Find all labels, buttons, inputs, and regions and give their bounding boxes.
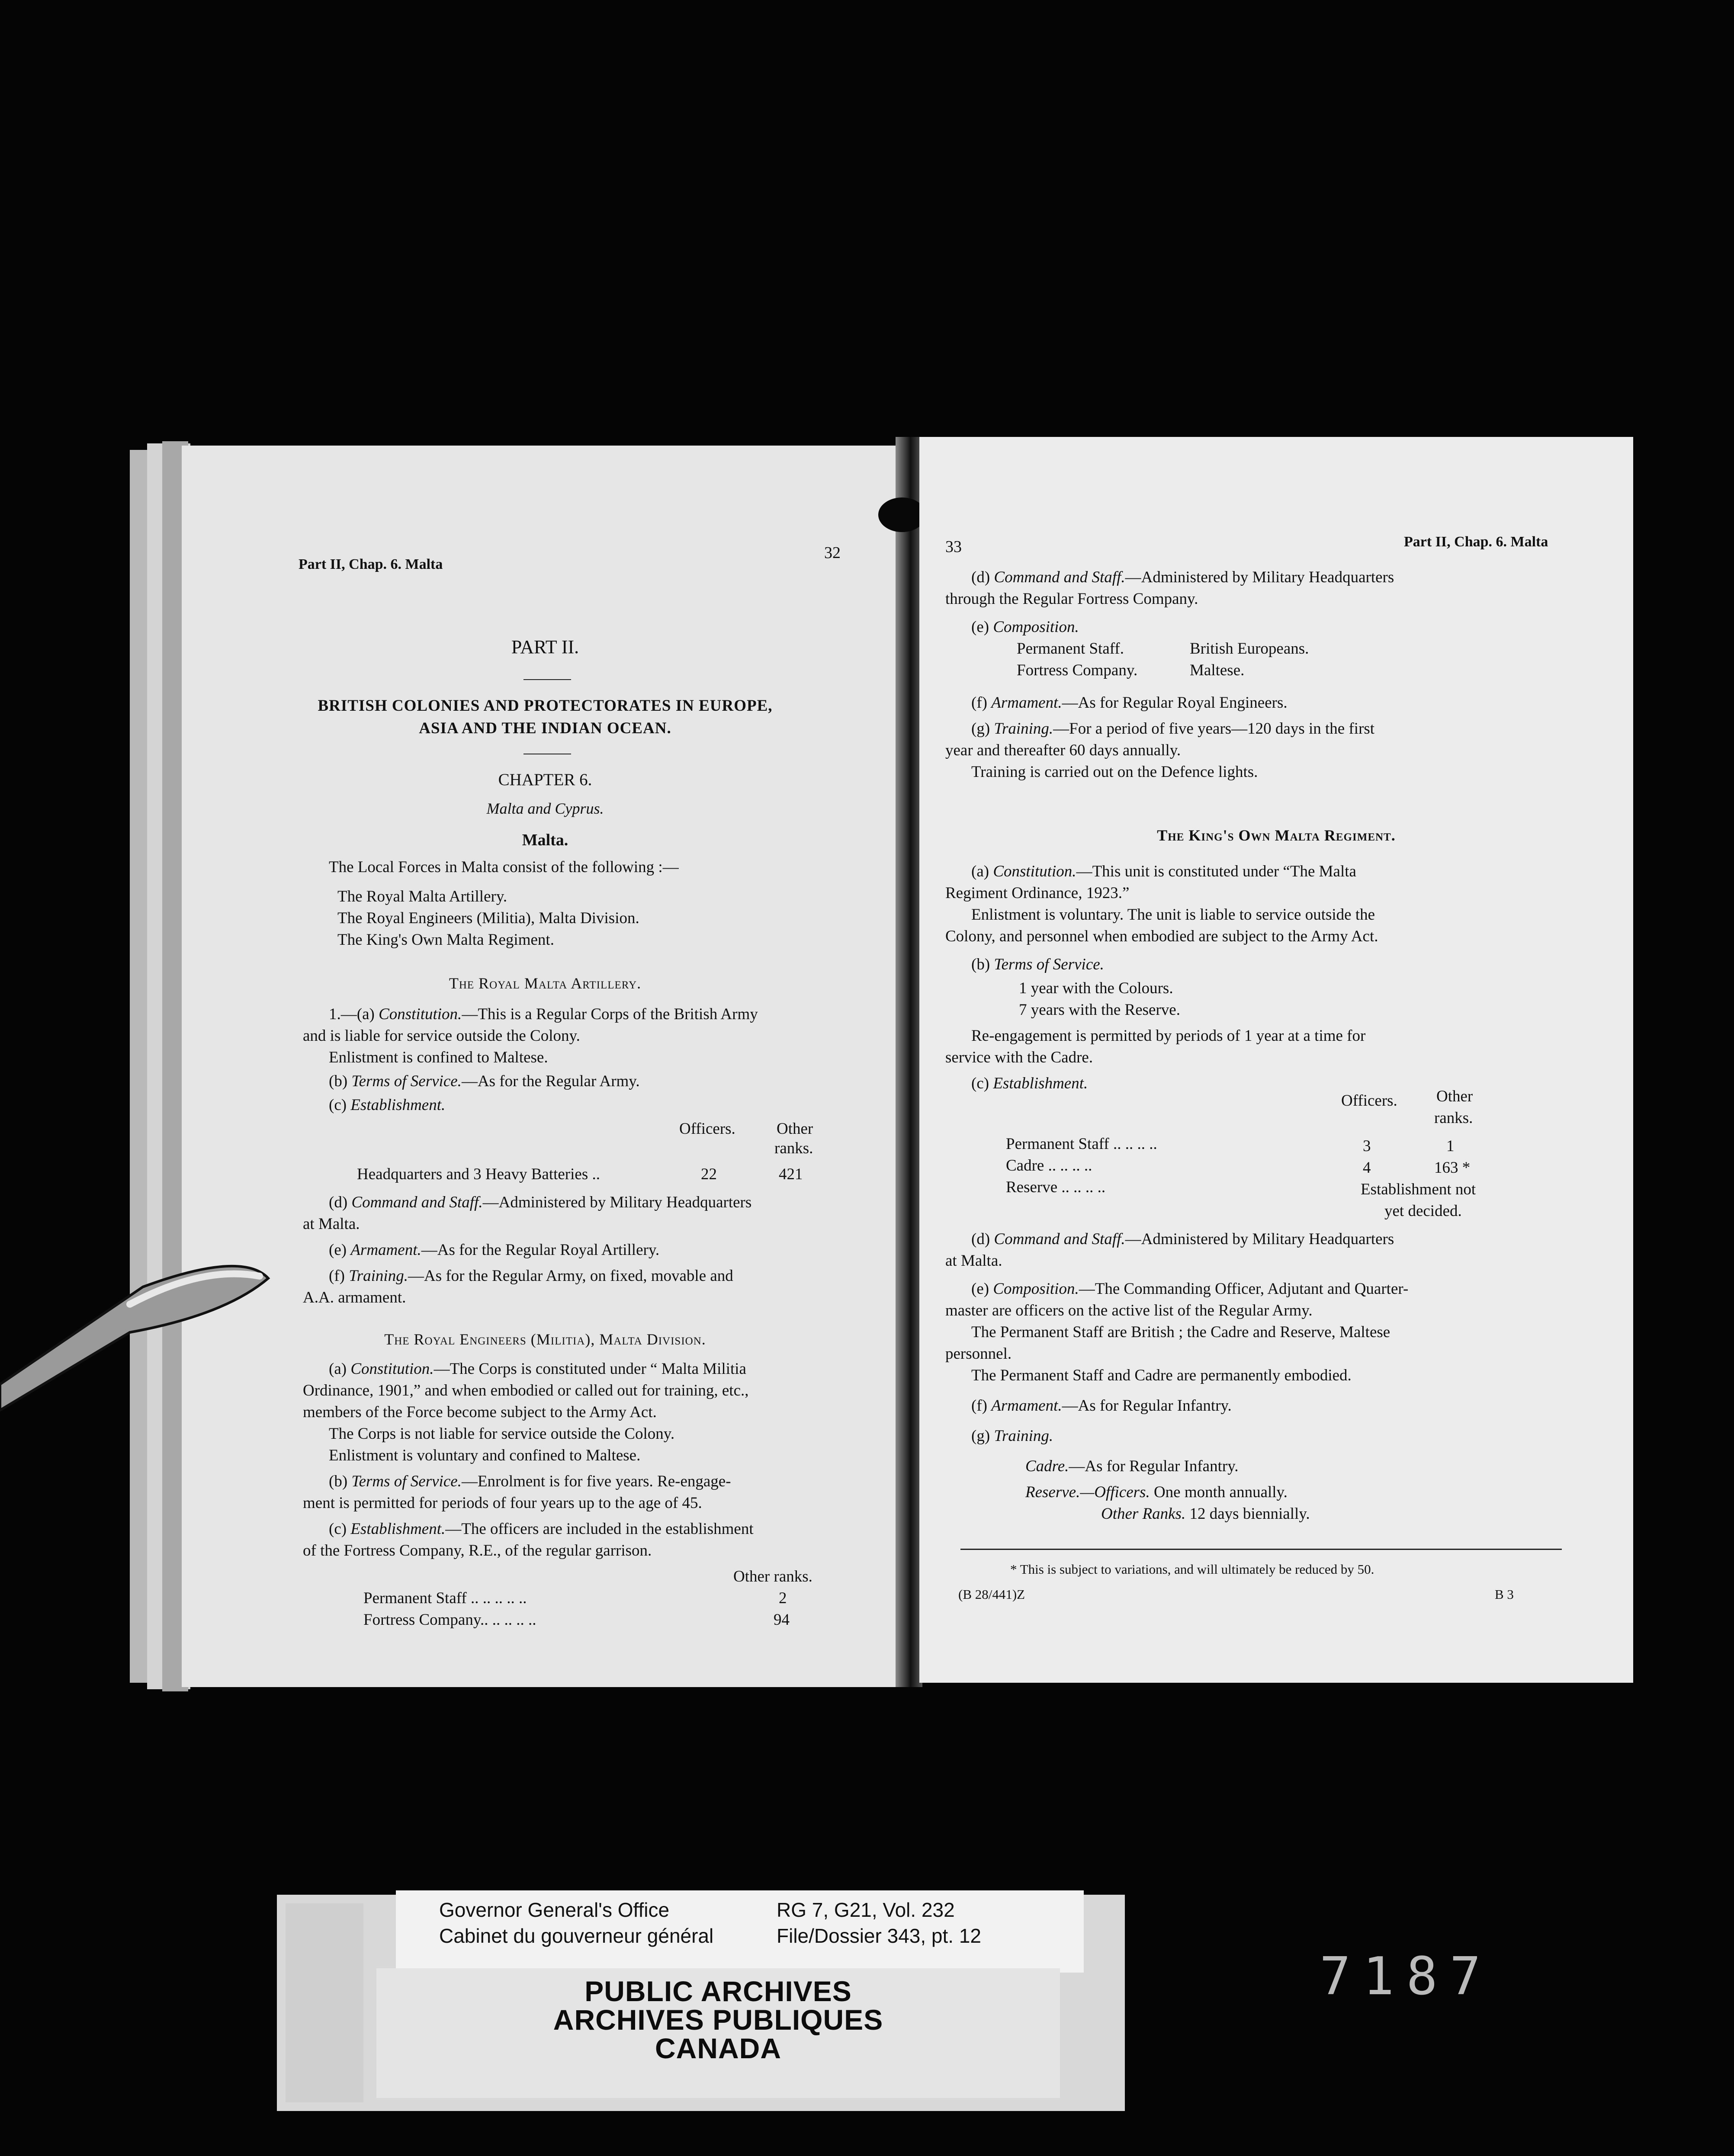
rma-row-other: 421 <box>779 1165 803 1183</box>
re-establishment: (c) Establishment.—The officers are included in the establishment <box>329 1520 754 1538</box>
re-training-lights: Training is carried out on the Defence lights. <box>971 763 1258 781</box>
section-title-line-1: BRITISH COLONIES AND PROTECTORATES IN EUROPE, <box>318 697 773 715</box>
re-constitution: (a) Constitution.—The Corps is constituted under “ Malta Militia <box>329 1360 746 1378</box>
book-spine <box>896 437 922 1687</box>
kom-constitution-cont: Regiment Ordinance, 1923.” <box>945 884 1130 902</box>
chapter-subtitle: Malta and Cyprus. <box>486 800 604 817</box>
rma-training: (f) Training.—As for the Regular Army, on fixed, movable and <box>329 1267 733 1285</box>
kom-establishment: (c) Establishment. <box>971 1075 1088 1092</box>
kom-enlistment: Enlistment is voluntary. The unit is liable to service outside the <box>971 906 1375 924</box>
archive-slip-edge <box>286 1903 363 2102</box>
stamp-line: CANADA <box>655 2032 781 2064</box>
kom-composition: (e) Composition.—The Commanding Officer, Adjutant and Quarter- <box>971 1280 1409 1298</box>
section-title-line-2: ASIA AND THE INDIAN OCEAN. <box>419 719 671 737</box>
rma-enlistment: Enlistment is confined to Maltese. <box>329 1049 548 1066</box>
left-page-number: 32 <box>824 544 841 562</box>
kom-row: Cadre .. .. .. .. <box>1006 1157 1092 1174</box>
kom-composition-cont: master are officers on the active list of the Regular Army. <box>945 1302 1313 1319</box>
rma-armament: (e) Armament.—As for the Regular Royal Artillery. <box>329 1241 660 1259</box>
kom-row-reserve-cont: yet decided. <box>1384 1202 1462 1220</box>
re-training: (g) Training.—For a period of five years—120 days in the first <box>971 720 1375 738</box>
file-dossier: File/Dossier 343, pt. 12 <box>777 1925 982 1947</box>
office-french: Cabinet du gouverneur général <box>439 1925 714 1947</box>
office-english: Governor General's Office <box>439 1899 670 1921</box>
rma-establishment: (c) Establishment. <box>329 1096 446 1114</box>
rma-col-officers: Officers. <box>679 1120 735 1138</box>
re-row: Permanent Staff .. .. .. .. .. <box>363 1589 527 1607</box>
kom-col-officers: Officers. <box>1341 1092 1397 1110</box>
rma-terms: (b) Terms of Service.—As for the Regular Army. <box>329 1072 640 1090</box>
re-row-value: 2 <box>779 1589 787 1607</box>
kom-armament: (f) Armament.—As for Regular Infantry. <box>971 1397 1232 1415</box>
forces-intro: The Local Forces in Malta consist of the following :— <box>329 858 679 876</box>
right-running-header: Part II, Chap. 6. Malta <box>1404 534 1548 550</box>
record-group: RG 7, G21, Vol. 232 <box>777 1899 955 1921</box>
rma-training-cont: A.A. armament. <box>303 1289 406 1306</box>
re-enlistment: Enlistment is voluntary and confined to Maltese. <box>329 1447 641 1464</box>
archive-reference-label <box>396 1890 1084 1973</box>
title-rule <box>523 679 571 680</box>
kom-col-ranks: ranks. <box>1434 1109 1473 1127</box>
archive-stamp <box>376 1977 1060 2063</box>
rma-heading: The Royal Malta Artillery. <box>449 975 642 992</box>
re-comp-unit: Permanent Staff. <box>1017 640 1124 658</box>
kom-command-cont: at Malta. <box>945 1252 1002 1270</box>
re-command: (d) Command and Staff.—Administered by Military Headquarters <box>971 568 1394 586</box>
rma-row-label: Headquarters and 3 Heavy Batteries .. <box>357 1165 600 1183</box>
kom-constitution: (a) Constitution.—This unit is constituted under “The Malta <box>971 863 1356 880</box>
re-establishment-cont: of the Fortress Company, R.E., of the regular garrison. <box>303 1542 652 1559</box>
re-row: Fortress Company.. .. .. .. .. <box>363 1611 536 1629</box>
re-liability: The Corps is not liable for service outside the Colony. <box>329 1425 675 1443</box>
re-constitution-cont: Ordinance, 1901,” and when embodied or called out for training, etc., <box>303 1382 749 1399</box>
re-composition: (e) Composition. <box>971 618 1079 636</box>
kom-composition-british: The Permanent Staff are British ; the Cadre and Reserve, Maltese <box>971 1323 1390 1341</box>
chapter-number: CHAPTER 6. <box>498 770 592 789</box>
kom-row: Reserve .. .. .. .. <box>1006 1178 1106 1196</box>
rma-col-ranks: ranks. <box>774 1139 813 1157</box>
kom-row-officers: 3 <box>1363 1137 1371 1155</box>
footnote: * This is subject to variations, and will ultimately be reduced by 50. <box>1010 1562 1374 1577</box>
archive-stamp-slip <box>376 1968 1060 2098</box>
re-row-value: 94 <box>774 1611 790 1629</box>
re-constitution-cont: members of the Force become subject to the Army Act. <box>303 1403 657 1421</box>
kom-row: Permanent Staff .. .. .. .. <box>1006 1135 1157 1153</box>
kom-enlistment-cont: Colony, and personnel when embodied are subject to the Army Act. <box>945 927 1378 945</box>
part-title: PART II. <box>511 636 579 658</box>
kom-row-reserve: Establishment not <box>1361 1181 1476 1198</box>
signature-mark: B 3 <box>1495 1587 1514 1602</box>
re-armament: (f) Armament.—As for Regular Royal Engineers. <box>971 694 1288 712</box>
re-col-other: Other ranks. <box>733 1568 812 1585</box>
binding-hole <box>878 497 926 532</box>
re-terms: (b) Terms of Service.—Enrolment is for five years. Re-engage- <box>329 1473 731 1490</box>
re-comp-unit: Fortress Company. <box>1017 661 1138 679</box>
rma-col-other: Other <box>777 1120 813 1138</box>
kom-terms-colours: 1 year with the Colours. <box>1019 979 1173 997</box>
kom-reengagement: Re-engagement is permitted by periods of 1 year at a time for <box>971 1027 1366 1045</box>
re-command-cont: through the Regular Fortress Company. <box>945 590 1198 608</box>
kom-training-reserve: Reserve.—Officers. One month annually. <box>1025 1483 1288 1501</box>
re-heading: The Royal Engineers (Militia), Malta Division. <box>384 1331 706 1348</box>
force-item: The Royal Malta Artillery. <box>337 888 507 905</box>
rma-row-officers: 22 <box>701 1165 717 1183</box>
kom-terms-reserve: 7 years with the Reserve. <box>1019 1001 1180 1019</box>
kom-composition-embodied: The Permanent Staff and Cadre are permanently embodied. <box>971 1367 1352 1384</box>
kom-command: (d) Command and Staff.—Administered by Military Headquarters <box>971 1230 1394 1248</box>
kom-training-other-ranks: Other Ranks. 12 days biennially. <box>1101 1505 1310 1523</box>
right-page <box>919 437 1633 1683</box>
re-comp-who: British Europeans. <box>1190 640 1309 658</box>
kom-training: (g) Training. <box>971 1427 1053 1445</box>
rma-command-cont: at Malta. <box>303 1215 360 1233</box>
stamp-line: ARCHIVES PUBLIQUES <box>553 2004 883 2036</box>
kom-row-other: 163 * <box>1434 1159 1471 1177</box>
malta-heading: Malta. <box>522 831 568 849</box>
print-code: (B 28/441)Z <box>958 1587 1025 1602</box>
kom-heading: The King's Own Malta Regiment. <box>1157 827 1396 844</box>
microfilm-frame-number: 7187 <box>1320 1947 1493 2007</box>
kom-terms: (b) Terms of Service. <box>971 956 1104 973</box>
kom-row-officers: 4 <box>1363 1159 1371 1177</box>
kom-training-cadre: Cadre.—As for Regular Infantry. <box>1025 1457 1239 1475</box>
re-comp-who: Maltese. <box>1190 661 1245 679</box>
kom-composition-cont: personnel. <box>945 1345 1012 1363</box>
footnote-rule <box>960 1549 1562 1550</box>
stamp-line: PUBLIC ARCHIVES <box>584 1975 852 2007</box>
force-item: The King's Own Malta Regiment. <box>337 931 554 949</box>
force-item: The Royal Engineers (Militia), Malta Division. <box>337 909 639 927</box>
rma-constitution-cont: and is liable for service outside the Colony. <box>303 1027 580 1045</box>
left-page <box>182 446 909 1687</box>
left-running-header: Part II, Chap. 6. Malta <box>299 556 443 572</box>
kom-col-other: Other <box>1436 1088 1473 1105</box>
re-terms-cont: ment is permitted for periods of four years up to the age of 45. <box>303 1494 702 1512</box>
re-training-cont: year and thereafter 60 days annually. <box>945 741 1181 759</box>
right-page-number: 33 <box>945 538 962 556</box>
rma-command: (d) Command and Staff.—Administered by Military Headquarters <box>329 1194 752 1211</box>
kom-reengagement-cont: service with the Cadre. <box>945 1049 1093 1066</box>
rma-constitution: 1.—(a) Constitution.—This is a Regular Corps of the British Army <box>329 1005 758 1023</box>
kom-row-other: 1 <box>1446 1137 1455 1155</box>
